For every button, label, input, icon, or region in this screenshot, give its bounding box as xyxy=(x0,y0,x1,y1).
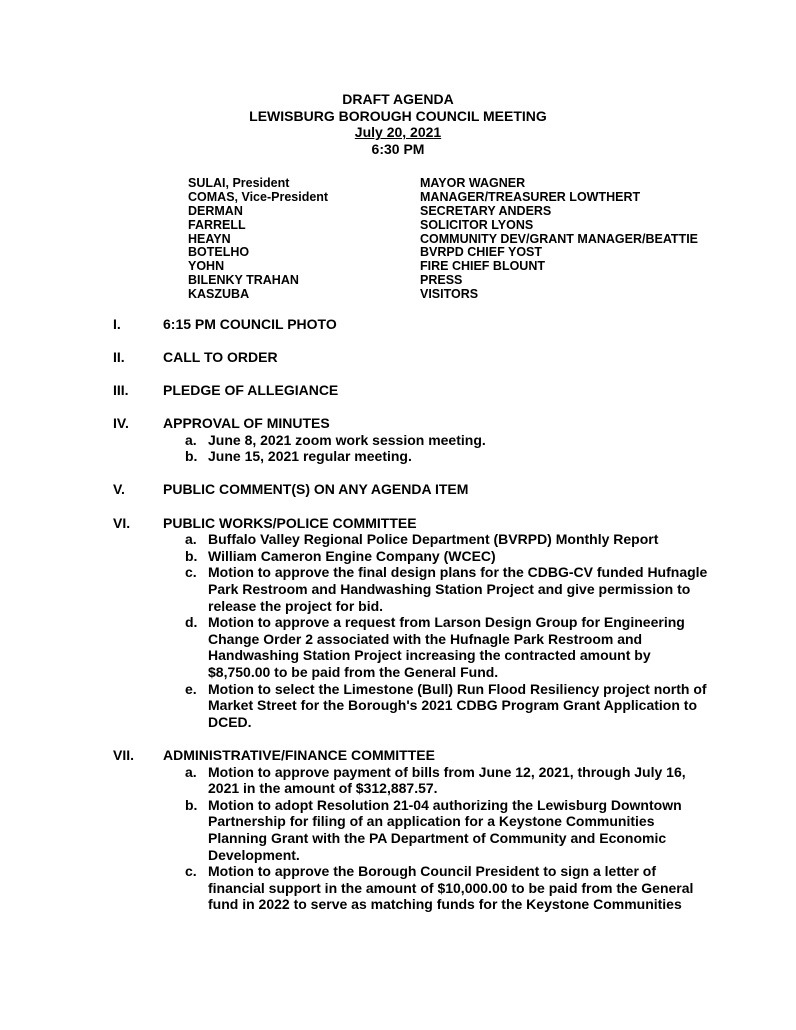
agenda-section-head xyxy=(0,382,796,399)
title-line-4: 6:30 PM xyxy=(371,140,425,157)
agenda-section-numeral: III. xyxy=(113,381,129,398)
title-line-2: LEWISBURG BOROUGH COUNCIL MEETING xyxy=(249,107,547,124)
agenda-item-letter: d. xyxy=(185,614,198,631)
agenda-section-head xyxy=(0,316,796,333)
agenda-item-text: Motion to approve the Borough Council President to sign a letter of financial support in the amount of $10,000.00 to be paid from the General fund in 2022 to serve as matching funds for the Keystone Communities xyxy=(208,863,694,913)
agenda-section xyxy=(0,316,796,333)
agenda-item xyxy=(0,681,796,731)
agenda-section xyxy=(0,515,796,731)
roster-right-column xyxy=(420,177,720,301)
agenda-section-heading: ADMINISTRATIVE/FINANCE COMMITTEE xyxy=(163,746,435,763)
agenda-item xyxy=(0,432,796,449)
agenda-item xyxy=(0,863,796,913)
roster-name: VISITORS xyxy=(420,286,479,301)
roster-name: SOLICITOR LYONS xyxy=(420,217,534,232)
agenda-item xyxy=(0,614,796,680)
agenda-item xyxy=(0,764,796,797)
agenda-section-numeral: IV. xyxy=(113,415,129,432)
roster-name: FIRE CHIEF BLOUNT xyxy=(420,259,545,274)
agenda-section xyxy=(0,349,796,366)
agenda-item-text: June 15, 2021 regular meeting. xyxy=(208,448,412,465)
roster-name: MANAGER/TREASURER LOWTHERT xyxy=(420,190,641,205)
agenda-item-letter: c. xyxy=(185,863,197,880)
agenda-item-text: William Cameron Engine Company (WCEC) xyxy=(208,547,496,564)
roster-name: HEAYN xyxy=(188,231,231,246)
agenda-item-letter: b. xyxy=(185,547,198,564)
agenda-item-text: Motion to approve payment of bills from June 12, 2021, through July 16, 2021 in the amount of $312,887.57. xyxy=(208,763,686,797)
agenda-item xyxy=(0,564,796,614)
roster-left-column xyxy=(188,177,420,301)
agenda-item-letter: e. xyxy=(185,680,197,697)
agenda-item xyxy=(0,448,796,465)
agenda-section-heading: APPROVAL OF MINUTES xyxy=(163,415,330,432)
roster-name: BVRPD CHIEF YOST xyxy=(420,245,543,260)
agenda-section-head xyxy=(0,515,796,532)
agenda-section-head xyxy=(0,747,796,764)
agenda-item xyxy=(0,797,796,863)
agenda-item-letter: a. xyxy=(185,531,197,548)
agenda-section-heading: PUBLIC COMMENT(S) ON ANY AGENDA ITEM xyxy=(163,481,469,498)
agenda-item-text: Buffalo Valley Regional Police Department (BVRPD) Monthly Report xyxy=(208,531,659,548)
attendee-roster xyxy=(0,177,796,301)
agenda-section-head xyxy=(0,481,796,498)
agenda-section-numeral: VI. xyxy=(113,514,131,531)
roster-name: DERMAN xyxy=(188,203,243,218)
agenda-section-heading: PUBLIC WORKS/POLICE COMMITTEE xyxy=(163,514,417,531)
agenda-section-heading: PLEDGE OF ALLEGIANCE xyxy=(163,381,339,398)
agenda-item-text: Motion to approve a request from Larson Design Group for Engineering Change Order 2 associated with the Hufnagle Park Restroom and Handwashing Station Project increasing the contracted amount by $8,750.00 to be paid from the General Fund. xyxy=(208,614,685,681)
title-line-1: DRAFT AGENDA xyxy=(342,91,454,107)
agenda-section xyxy=(0,481,796,498)
roster-name: FARRELL xyxy=(188,217,246,232)
agenda-item xyxy=(0,531,796,548)
agenda-section xyxy=(0,747,796,913)
roster-name: YOHN xyxy=(188,259,225,274)
agenda-item-letter: a. xyxy=(185,431,197,448)
agenda-section-heading: CALL TO ORDER xyxy=(163,348,278,365)
agenda-section-numeral: VII. xyxy=(113,746,135,763)
agenda-section-heading: 6:15 PM COUNCIL PHOTO xyxy=(163,315,337,332)
agenda-item-text: Motion to approve the final design plans for the CDBG-CV funded Hufnagle Park Restroom and Handwashing Station Project and give permission to release the project for bid. xyxy=(208,564,708,614)
agenda-section-head xyxy=(0,415,796,432)
roster-name: BOTELHO xyxy=(188,245,250,260)
agenda-section xyxy=(0,382,796,399)
roster-name: PRESS xyxy=(420,272,463,287)
roster-name: BILENKY TRAHAN xyxy=(188,272,299,287)
agenda-item-text: June 8, 2021 zoom work session meeting. xyxy=(208,431,486,448)
agenda-section xyxy=(0,415,796,465)
roster-name: COMMUNITY DEV/GRANT MANAGER/BEATTIE xyxy=(420,231,699,246)
agenda-item-text: Motion to select the Limestone (Bull) Run Flood Resiliency project north of Market Street for the Borough's 2021 CDBG Program Grant Application to DCED. xyxy=(208,680,707,730)
agenda-item-letter: c. xyxy=(185,564,197,581)
document-title xyxy=(0,0,796,157)
agenda-item-letter: b. xyxy=(185,448,198,465)
roster-name: SULAI, President xyxy=(188,176,290,191)
roster-name: COMAS, Vice-President xyxy=(188,190,329,205)
agenda-list xyxy=(0,316,796,913)
roster-name: KASZUBA xyxy=(188,286,250,301)
title-line-3: July 20, 2021 xyxy=(354,124,442,141)
agenda-section-head xyxy=(0,349,796,366)
agenda-item-text: Motion to adopt Resolution 21-04 authorizing the Lewisburg Downtown Partnership for filing of an application for a Keystone Communities Planning Grant with the PA Department of Community and Economic Development. xyxy=(208,796,682,863)
roster-name: MAYOR WAGNER xyxy=(420,176,526,191)
agenda-item xyxy=(0,548,796,565)
agenda-section-numeral: I. xyxy=(113,315,121,332)
agenda-item-letter: b. xyxy=(185,796,198,813)
agenda-section-numeral: II. xyxy=(113,348,125,365)
roster-name: SECRETARY ANDERS xyxy=(420,203,552,218)
agenda-item-letter: a. xyxy=(185,763,197,780)
agenda-section-numeral: V. xyxy=(113,481,125,498)
